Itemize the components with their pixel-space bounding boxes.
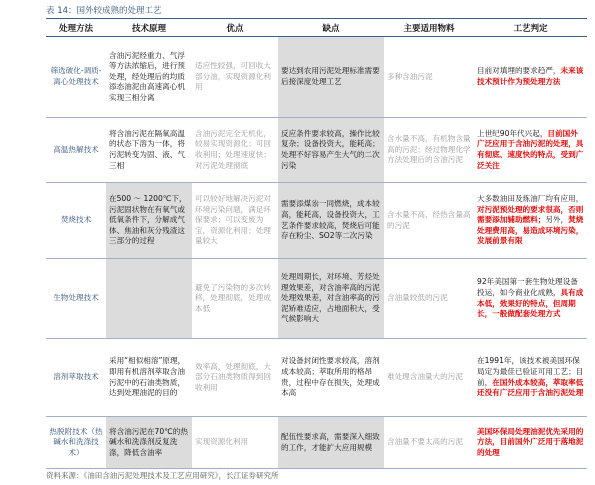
principle-cell: 将含油污泥在70℃的热碱水和洗涤剂反复洗涤，降低含油率 bbox=[106, 417, 192, 469]
verdict-highlight: 在国外成本较高，萃取率低还没有广泛应用于含油污泥处理 bbox=[477, 377, 584, 398]
verdict-cell bbox=[474, 339, 587, 417]
verdict-highlight: 具有成本低，效果好的特点，但周期长，一般做配套处理方式 bbox=[477, 287, 584, 319]
verdict-text: 目前对填埋的要求趋严， bbox=[477, 66, 561, 76]
cons-cell: 对设备封闭性要求较高，溶剂成本较高；萃取所用的格昂贵，过程中存在损失，处理成本高 bbox=[278, 339, 384, 417]
cons-cell: 需要添煤尜一同燃烧，成本较高，能耗高，设备投资大，工艺条件要求较高，焚烧后可能存在粉尘、SO2等二次污染 bbox=[278, 183, 384, 259]
header-principle: 技术原理 bbox=[106, 19, 192, 37]
header-verdict: 工艺判定 bbox=[474, 19, 587, 37]
principle-cell: 将含油污泥在隔氧高温的状态下溶为一体，将污泥转变为固、液、气三相 bbox=[106, 118, 192, 183]
header-cons: 缺点 bbox=[278, 19, 384, 37]
verdict-cell bbox=[474, 259, 587, 339]
verdict-highlight: 未来该技术预计作为预处理方法 bbox=[477, 66, 584, 86]
verdict-cell bbox=[474, 118, 587, 183]
verdict-text: 上世纪90年代兴起， bbox=[477, 128, 548, 138]
process-comparison-table bbox=[46, 18, 587, 469]
verdict-text: 92年美国第一套生物处理设备投运，如今商业化成熟， bbox=[477, 277, 578, 297]
table-row bbox=[46, 417, 587, 469]
header-material: 主要适用物料 bbox=[384, 19, 474, 37]
material-cell: 含油量不要太高的污泥 bbox=[384, 417, 474, 469]
principle-cell bbox=[106, 259, 192, 339]
pros-cell: 避免了污染物的多次转移，处理彻底，处理成本低 bbox=[192, 259, 278, 339]
method-cell: 高温热解技术 bbox=[46, 118, 106, 183]
table-row bbox=[46, 339, 587, 417]
pros-cell: 适应性较强，可回收大部分油，实现资源化利用 bbox=[192, 37, 278, 118]
principle-cell: 在500 ～ 1200℃下，污泥固状物在有氧气或低氧条件下，分解成气体、焦油和灰分残渣这三部分的过程 bbox=[106, 183, 192, 259]
material-cell: 含水量不高，有机物含量高的污泥；经过物理化学方法处理后的含油污泥 bbox=[384, 118, 474, 183]
verdict-text: 大多数油田及炼油厂均有应用， bbox=[477, 194, 584, 204]
verdict-highlight: 目前国外广泛应用于含油污泥的处理，具有彻底、速度快的特点，受到广泛关注 bbox=[477, 128, 584, 170]
pros-cell: 实现资源化利用 bbox=[192, 417, 278, 469]
verdict-cell bbox=[474, 183, 587, 259]
verdict-cell bbox=[474, 417, 587, 469]
method-cell: 热脱附技术（热碱水和洗涤技术） bbox=[46, 417, 106, 469]
verdict-text: 在1991年，该技术被美国环保局定为最佳已验证可用工艺；目前， bbox=[477, 356, 584, 387]
method-cell: 生物处理技术 bbox=[46, 259, 106, 339]
method-cell: 溶剂萃取技术 bbox=[46, 339, 106, 417]
table-caption: 表 14：国外较成熟的处理工艺 bbox=[46, 6, 162, 16]
header-method: 处理方法 bbox=[46, 19, 106, 37]
table-header-row bbox=[46, 19, 587, 37]
material-cell: 多种含油污泥 bbox=[384, 37, 474, 118]
verdict-highlight: 焚烧处理费用高，易造成环境污染，发展前景有限 bbox=[477, 215, 584, 246]
source-note: 资料来源：《油田含油污泥处理技术及工艺应用研究》，长江证券研究所 bbox=[46, 471, 279, 480]
pros-cell: 可以较好地解决污泥对环境污染问题，满足环保要求；可以变废为宝，资源化利用；处理量较大 bbox=[192, 183, 278, 259]
method-cell: 焚烧技术 bbox=[46, 183, 106, 259]
principle-cell: 采用“相似相溶”原理，即用有机溶剂萃取含油污泥中的石油类物质，达到处理油泥的目的 bbox=[106, 339, 192, 417]
verdict-cell bbox=[474, 37, 587, 118]
header-pros: 优点 bbox=[192, 19, 278, 37]
verdict-highlight: 对污泥预处理的要求很高，否则需要添加辅助燃料； bbox=[477, 204, 584, 225]
cons-cell: 反应条件要求较高，操作比较复杂；设备投资大，能耗高；处理不好容易产生大气的二次污染 bbox=[278, 118, 384, 183]
material-cell: 含水量不高，经热含量高的污泥 bbox=[384, 183, 474, 259]
pros-cell: 效率高，处理彻底，大部分石油类物质得到回收利用 bbox=[192, 339, 278, 417]
material-cell: 含油量较低的污泥 bbox=[384, 259, 474, 339]
principle-cell: 含油污泥经重力、气浮等方法浓缩后，进行预处理，经处理后的均质添态油泥由高速离心机实现三相分离 bbox=[106, 37, 192, 118]
table-row bbox=[46, 259, 587, 339]
cons-cell: 要达到农用污泥处理标准需要后接深度处理工艺 bbox=[278, 37, 384, 118]
table-row bbox=[46, 183, 587, 259]
material-cell: 难处理含油量大的污泥 bbox=[384, 339, 474, 417]
verdict-highlight: 美国环保局处理油泥优先采用的方法，目前国外广泛用于落地泥的处理 bbox=[477, 426, 584, 457]
cons-cell: 处理周期长，对环境、芳烃处理效果差，对含油率高的污泥处理效果差，对含油率高的污泥矫难适应，占地面积大，受气候影响大 bbox=[278, 259, 384, 339]
verdict-text: 另外， bbox=[545, 215, 569, 225]
table-row bbox=[46, 37, 587, 118]
method-cell: 筛选破化-调质-离心处理技术 bbox=[46, 37, 106, 118]
cons-cell: 配伍性要求高，需要深入细致的工作，才能扩大应用规模 bbox=[278, 417, 384, 469]
pros-cell: 含油污泥完全无机化，较易实现资源化；可回收利用；处理速度快；对污泥处理彻底 bbox=[192, 118, 278, 183]
table-row bbox=[46, 118, 587, 183]
